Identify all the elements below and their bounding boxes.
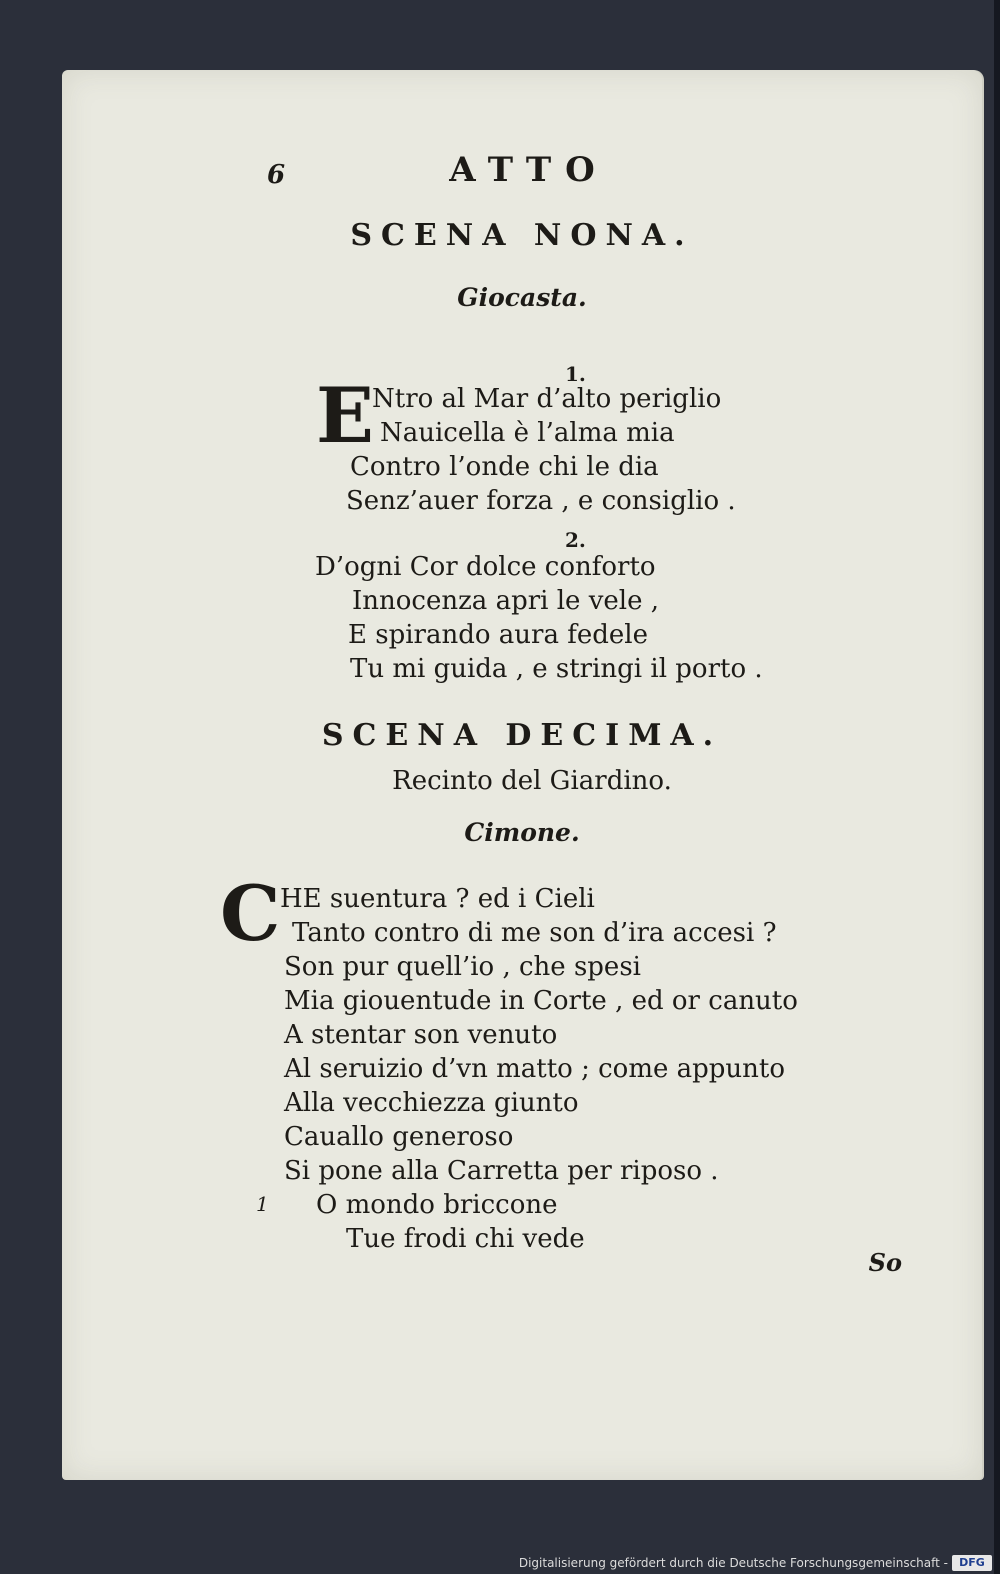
verse-line: Cauallo generoso	[284, 1122, 514, 1152]
book-page	[62, 70, 982, 1480]
character-giocasta: Giocasta.	[457, 283, 587, 312]
verse-line: A stentar son venuto	[284, 1020, 558, 1050]
verse-line: Son pur quell’io , che spesi	[284, 952, 641, 982]
verse-line: Innocenza apri le vele ,	[352, 586, 659, 616]
dark-border	[994, 0, 1000, 1574]
scene-nine-title: SCENA NONA.	[350, 218, 694, 253]
scene-ten-title: SCENA DECIMA.	[321, 718, 723, 753]
aria-marker: 1	[256, 1192, 269, 1216]
character-cimone: Cimone.	[464, 818, 580, 847]
verse-line: Alla vecchiezza giunto	[284, 1088, 579, 1118]
verse-line: D’ogni Cor dolce conforto	[315, 552, 656, 582]
page-number: 6	[267, 160, 286, 190]
dfg-logo: DFG	[952, 1555, 992, 1571]
verse-line: Si pone alla Carretta per riposo .	[284, 1156, 719, 1186]
catchword: So	[868, 1248, 902, 1277]
verse-line: E spirando aura fedele	[348, 620, 648, 650]
scene-setting: Recinto del Giardino.	[392, 766, 672, 796]
verse-line: Tue frodi chi vede	[346, 1224, 585, 1254]
verse-line: O mondo briccone	[316, 1190, 558, 1220]
verse-line: Senz’auer forza , e consiglio .	[346, 486, 736, 516]
verse-line: Tanto contro di me son d’ira accesi ?	[292, 918, 777, 948]
dropcap-c: C	[220, 869, 281, 958]
verse-line: HE suentura ? ed i Cieli	[280, 884, 595, 914]
running-head: ATTO	[449, 150, 609, 190]
stanza-number-2: 2.	[565, 528, 586, 552]
verse-line: Nauicella è l’alma mia	[380, 418, 675, 448]
verse-line: Contro l’onde chi le dia	[350, 452, 659, 482]
verse-line: Tu mi guida , e stringi il porto .	[350, 654, 763, 684]
verse-line: Mia giouentude in Corte , ed or canuto	[284, 986, 798, 1016]
verse-line: Ntro al Mar d’alto periglio	[372, 384, 722, 414]
digitization-credit: Digitalisierung gefördert durch die Deutsche Forschungsgemeinschaft -	[518, 1556, 948, 1570]
dropcap-e: E	[316, 371, 374, 460]
stanza-number-1: 1.	[565, 362, 586, 386]
verse-line: Al seruizio d’vn matto ; come appunto	[284, 1054, 786, 1084]
